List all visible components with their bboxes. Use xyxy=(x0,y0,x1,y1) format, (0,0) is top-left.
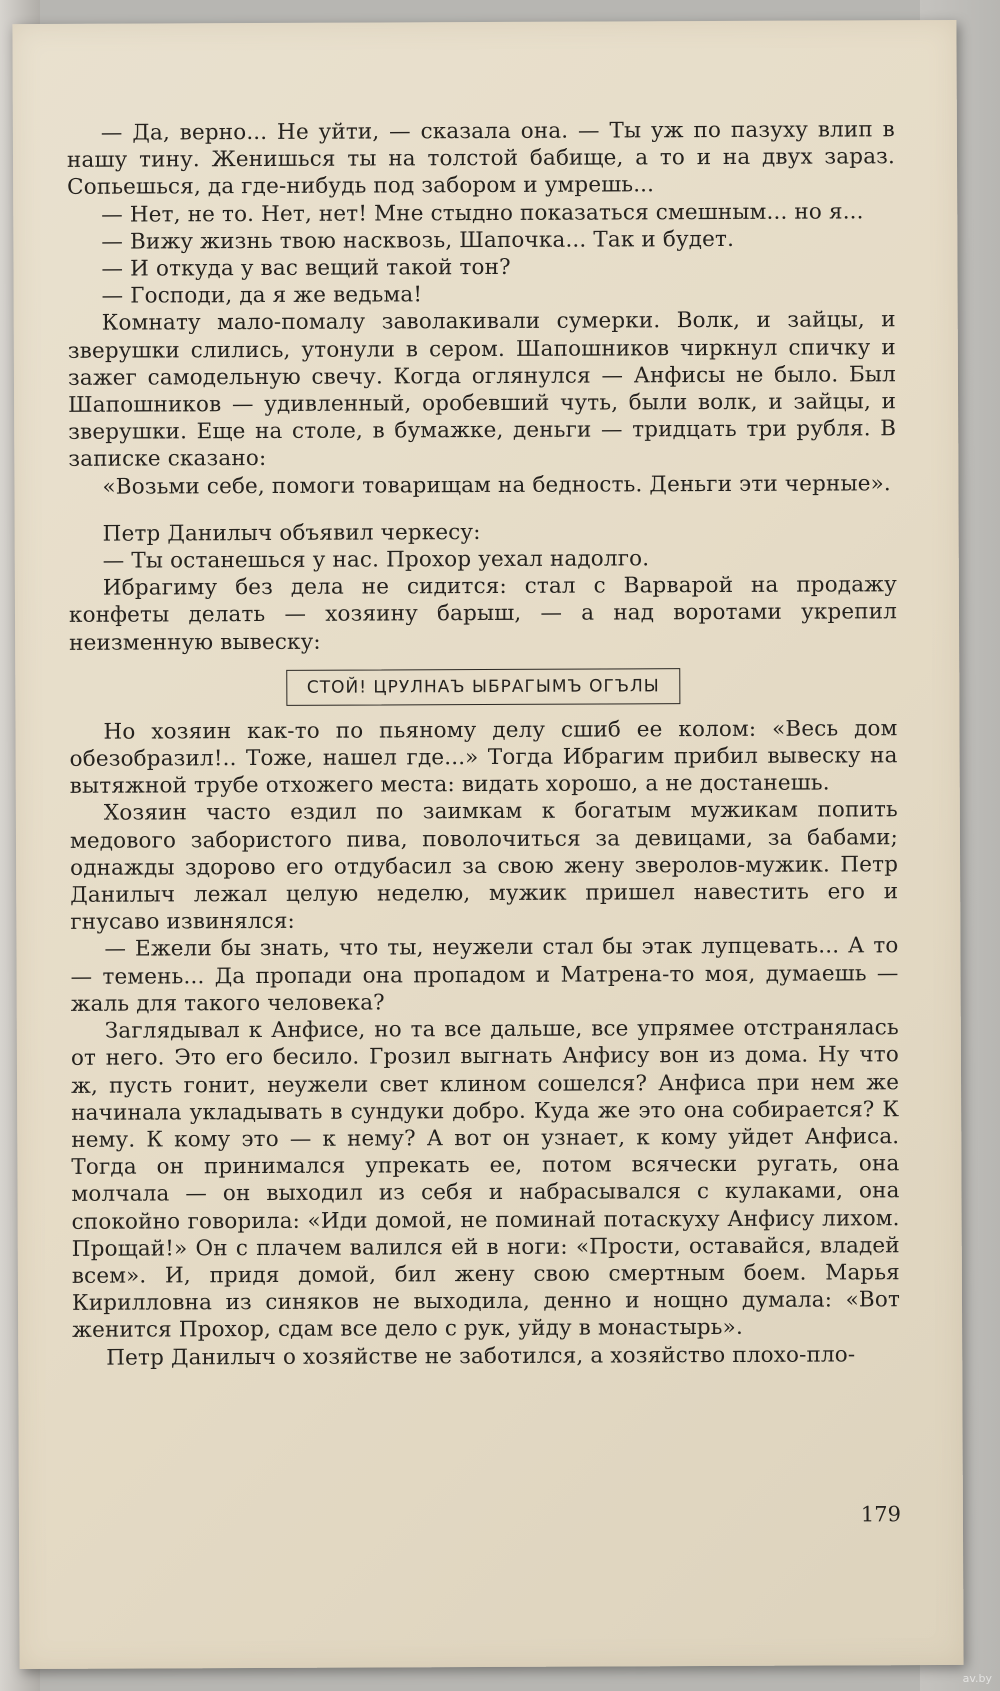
sign-box: СТОЙ! ЦРУЛНАЪ ЫБРАГЫМЪ ОГЪЛЫ xyxy=(286,668,681,706)
paragraph: — Ты останешься у нас. Прохор уехал надолго. xyxy=(102,546,650,574)
watermark: av.by xyxy=(962,1672,992,1685)
paragraph: Хозяин часто ездил по заимкам к богатым мужикам попить медового забористого пива, поволочиться за девицами, за бабами; однажды здорово его отдубасил за свою жену зверолов-мужик. Петр Данилыч лежал целую неделю, мужик пришел навестить его и гнусаво извинялся: xyxy=(69,797,899,936)
sign-row xyxy=(69,667,897,707)
paragraph: Заглядывал к Анфисе, но та все дальше, все упрямее отстранялась от него. Это его бесило. Грозил выгнать Анфису вон из дома. Ну что ж, пусть гонит, неужели свет клином сошелся? Анфиса при нем же начинала укладывать в сундуки добро. Куда же это она собирается? К нему. К кому это — к нему? А вот он узнает, к кому уйдет Анфиса. Тогда он принимался упрекать ее, потом всячески ругать, она молчала — он выходил из себя и набрасывался с кулаками, она спокойно говорила: «Иди домой, не поминай потаскуху Анфису лихом. Прощай!» Он с плачем валился ей в ноги: «Прости, оставайся, владей всем». И, придя домой, бил жену свою смертным боем. Марья Кирилловна из синяков не выходила, денно и нощно думала: «Вот женится Прохор, сдам все дело с рук, уйду в монастырь». xyxy=(70,1015,901,1344)
page-text xyxy=(67,116,900,1371)
paragraph: — И откуда у вас вещий такой тон? xyxy=(101,254,511,282)
paragraph: — Ежели бы знать, что ты, неужели стал бы этак лупцевать... А то — темень... Да пропади она пропадом и Матрена-то моя, думаешь — жаль для такого человека? xyxy=(70,933,899,1017)
paragraph: Ибрагиму без дела не сидится: стал с Варварой на продажу конфеты делать — хозяину барыш, — а над воротами укрепил неизменную вывеску: xyxy=(68,572,898,656)
paragraph: — Да, верно... Не уйти, — сказала она. — Ты уж по пазуху влип в нашу тину. Женишься ты на толстой бабище, а то и на двух зараз. Сопьешься, да где-нибудь под забором и умрешь... xyxy=(66,117,896,201)
paragraph: — Нет, не то. Нет, нет! Мне стыдно показаться смешным... но я... xyxy=(101,198,864,228)
paragraph: Но хозяин как-то по пьяному делу сшиб ее колом: «Весь дом обезобразил!.. Тоже, нашел где...» Тогда Ибрагим прибил вывеску на вытяжной трубе отхожего места: видать хорошо, а не достанешь. xyxy=(69,716,898,800)
paragraph: Петр Данилыч о хозяйстве не заботился, а хозяйство плохо-пло- xyxy=(106,1341,856,1371)
paragraph: «Возьми себе, помоги товарищам на бедность. Деньги эти черные». xyxy=(102,470,891,500)
paragraph: Петр Данилыч объявил черкесу: xyxy=(102,519,481,547)
paragraph: — Вижу жизнь твою насквозь, Шапочка... Так и будет. xyxy=(101,226,735,255)
paragraph: Комнату мало-помалу заволакивали сумерки. Волк, и зайцы, и зверушки слились, утонули в сером. Шапошников чиркнул спичку и зажег самодельную свечу. Когда оглянулся — Анфисы не было. Был Шапошников — удивленный, оробевший чуть, были волк, и зайцы, и зверушки. Еще на столе, в бумажке, деньги — тридцать три рубля. В записке сказано: xyxy=(67,307,897,473)
page-number: 179 xyxy=(860,1502,901,1527)
paragraph: — Господи, да я же ведьма! xyxy=(101,282,423,309)
book-page xyxy=(12,20,963,1669)
